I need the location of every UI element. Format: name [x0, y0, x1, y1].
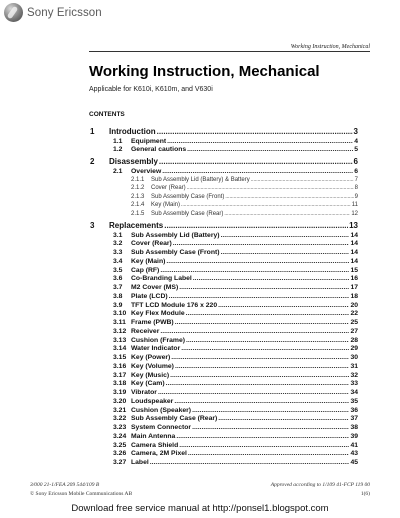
- toc-entry[interactable]: [89, 389, 358, 398]
- toc-entry[interactable]: [89, 450, 358, 459]
- toc-page: 28: [350, 336, 358, 344]
- toc-leader: [186, 337, 349, 344]
- toc-entry[interactable]: [89, 328, 358, 337]
- toc-number: 2: [90, 157, 95, 167]
- toc-page: 14: [350, 231, 358, 239]
- toc-label: Equipment: [131, 137, 167, 145]
- toc-entry[interactable]: [89, 363, 358, 372]
- toc-number: 3.20: [113, 397, 127, 405]
- toc-label: Plate (LCD): [131, 292, 168, 300]
- toc-label: Key Flex Module: [131, 310, 185, 318]
- table-of-contents: [89, 125, 358, 468]
- toc-page: 6: [354, 167, 358, 175]
- toc-label: Disassembly: [109, 157, 158, 167]
- toc-entry[interactable]: [89, 398, 358, 407]
- toc-leader: [166, 380, 350, 387]
- toc-label: Label: [131, 459, 149, 467]
- toc-label: Cover (Rear): [151, 185, 186, 192]
- sony-ericsson-logo-icon: [4, 3, 23, 22]
- toc-label: Replacements: [109, 221, 164, 231]
- toc-page: 27: [350, 327, 358, 335]
- document-subtitle: Applicable for K610i, K610m, and V630i: [89, 86, 213, 93]
- toc-number: 3.21: [113, 406, 127, 414]
- toc-label: Co-Branding Label: [131, 275, 192, 283]
- toc-page: 14: [350, 257, 358, 265]
- header-divider: [89, 51, 370, 52]
- toc-page: 7: [354, 176, 358, 183]
- toc-page: 43: [350, 450, 358, 458]
- toc-page: 22: [350, 310, 358, 318]
- toc-leader: [171, 354, 349, 361]
- toc-number: 3.14: [113, 345, 127, 353]
- toc-leader: [224, 211, 350, 217]
- toc-page: 9: [354, 193, 358, 200]
- toc-leader: [179, 442, 349, 449]
- toc-leader: [175, 363, 350, 370]
- toc-leader: [173, 240, 350, 247]
- toc-label: Key (Main): [151, 202, 181, 209]
- toc-section-replacements[interactable]: [89, 221, 358, 232]
- toc-leader: [193, 275, 350, 282]
- toc-leader: [192, 407, 349, 414]
- copyright-notice: © Sony Ericsson Mobile Communications AB: [30, 491, 133, 497]
- toc-number: 3.3: [113, 249, 123, 257]
- toc-subentry[interactable]: [89, 185, 358, 194]
- toc-leader: [181, 202, 351, 208]
- brand-logo: [4, 3, 102, 22]
- toc-label: Sub Assembly Lid (Battery): [131, 231, 220, 239]
- toc-number: 3.18: [113, 380, 127, 388]
- toc-entry[interactable]: [89, 275, 358, 284]
- toc-number: 3.9: [113, 301, 123, 309]
- toc-leader: [192, 424, 349, 431]
- toc-number: 1.2: [113, 146, 123, 154]
- toc-leader: [158, 389, 350, 396]
- toc-leader: [187, 146, 353, 153]
- toc-page: 5: [354, 146, 358, 154]
- toc-leader: [188, 450, 350, 457]
- toc-leader: [221, 232, 350, 239]
- toc-entry[interactable]: [89, 310, 358, 319]
- toc-subentry[interactable]: [89, 202, 358, 211]
- toc-entry[interactable]: [89, 433, 358, 442]
- page-number: 1(6): [360, 491, 370, 497]
- toc-page: 3: [353, 127, 358, 136]
- toc-number: 3.5: [113, 266, 123, 274]
- toc-page: 14: [350, 240, 358, 248]
- toc-page: 39: [350, 432, 358, 440]
- toc-number: 3.25: [113, 441, 127, 449]
- toc-leader: [218, 302, 349, 309]
- toc-number: 3.26: [113, 450, 127, 458]
- toc-number: 2.1.1: [131, 176, 145, 183]
- toc-leader: [162, 168, 353, 175]
- toc-page: 16: [350, 275, 358, 283]
- toc-leader: [160, 267, 349, 274]
- toc-page: 20: [350, 301, 358, 309]
- toc-entry[interactable]: [89, 168, 358, 177]
- toc-entry[interactable]: [89, 138, 358, 147]
- toc-page: 30: [350, 354, 358, 362]
- toc-leader: [157, 127, 353, 136]
- toc-number: 2.1.2: [131, 185, 145, 192]
- toc-number: 3.12: [113, 327, 127, 335]
- toc-label: Key (Cam): [131, 380, 165, 388]
- toc-leader: [186, 310, 350, 317]
- toc-label: Camera, 2M Pixel: [131, 450, 187, 458]
- toc-number: 3.15: [113, 354, 127, 362]
- toc-label: Water Indicator: [131, 345, 181, 353]
- toc-leader: [179, 284, 349, 291]
- toc-page: 33: [350, 380, 358, 388]
- toc-leader: [170, 372, 349, 379]
- toc-label: Sub Assembly Case (Rear): [131, 415, 218, 423]
- toc-entry[interactable]: [89, 407, 358, 416]
- running-header-title: Working Instruction, Mechanical: [290, 44, 370, 50]
- toc-page: 17: [350, 284, 358, 292]
- toc-label: M2 Cover (MS): [131, 284, 179, 292]
- download-note[interactable]: Download free service manual at http://ponsel1.blogspot.com: [71, 503, 329, 514]
- toc-leader: [150, 459, 350, 466]
- toc-label: Cushion (Frame): [131, 336, 186, 344]
- toc-label: Frame (PWB): [131, 319, 174, 327]
- toc-number: 3.2: [113, 240, 123, 248]
- toc-number: 3.13: [113, 336, 127, 344]
- toc-entry[interactable]: [89, 146, 358, 155]
- toc-number: 2.1.4: [131, 202, 145, 209]
- toc-label: Key (Music): [131, 371, 170, 379]
- toc-leader: [187, 185, 354, 191]
- toc-subentry[interactable]: [89, 211, 358, 220]
- toc-number: 3.4: [113, 257, 123, 265]
- toc-label: Key (Volume): [131, 362, 174, 370]
- toc-leader: [251, 177, 354, 183]
- toc-leader: [218, 415, 349, 422]
- toc-entry[interactable]: [89, 258, 358, 267]
- toc-label: Sub Assembly Case (Rear): [151, 210, 224, 217]
- toc-section-introduction[interactable]: [89, 127, 358, 138]
- toc-leader: [176, 433, 349, 440]
- toc-number: 3.16: [113, 362, 127, 370]
- toc-page: 15: [350, 266, 358, 274]
- toc-number: 3.1: [113, 231, 123, 239]
- toc-number: 3.8: [113, 292, 123, 300]
- toc-page: 25: [350, 319, 358, 327]
- toc-page: 37: [350, 415, 358, 423]
- toc-page: 29: [350, 345, 358, 353]
- toc-number: 1.1: [113, 137, 123, 145]
- toc-page: 38: [350, 424, 358, 432]
- toc-page: 14: [350, 249, 358, 257]
- toc-number: 3.27: [113, 459, 127, 467]
- toc-entry[interactable]: [89, 337, 358, 346]
- toc-entry[interactable]: [89, 442, 358, 451]
- toc-label: Sub Assembly Lid (Battery) & Battery: [151, 176, 250, 183]
- toc-entry[interactable]: [89, 302, 358, 311]
- toc-number: 3.17: [113, 371, 127, 379]
- toc-entry[interactable]: [89, 345, 358, 354]
- toc-label: Receiver: [131, 327, 160, 335]
- toc-number: 3.11: [113, 319, 126, 327]
- toc-number: 3.24: [113, 432, 127, 440]
- toc-leader: [160, 328, 349, 335]
- toc-entry[interactable]: [89, 372, 358, 381]
- toc-page: 34: [350, 389, 358, 397]
- toc-leader: [225, 194, 353, 200]
- toc-page: 8: [354, 185, 358, 192]
- toc-page: 31: [350, 362, 358, 370]
- toc-entry[interactable]: [89, 267, 358, 276]
- toc-label: Camera Shield: [131, 441, 179, 449]
- toc-entry[interactable]: [89, 249, 358, 258]
- toc-label: Sub Assembly Case (Front): [131, 249, 220, 257]
- toc-number: 3: [90, 221, 95, 231]
- toc-leader: [181, 345, 349, 352]
- toc-number: 3.6: [113, 275, 123, 283]
- toc-page: 12: [351, 210, 358, 217]
- toc-page: 13: [349, 221, 358, 231]
- toc-page: 35: [350, 397, 358, 405]
- toc-subentry[interactable]: [89, 177, 358, 186]
- toc-number: 1: [90, 127, 95, 136]
- toc-label: Cushion (Speaker): [131, 406, 192, 414]
- toc-entry[interactable]: [89, 284, 358, 293]
- toc-label: Key (Power): [131, 354, 171, 362]
- toc-leader: [221, 249, 350, 256]
- toc-label: Cover (Rear): [131, 240, 172, 248]
- toc-page: 4: [354, 137, 358, 145]
- toc-entry[interactable]: [89, 319, 358, 328]
- toc-entry[interactable]: [89, 232, 358, 241]
- toc-label: Cap (RF): [131, 266, 160, 274]
- toc-number: 2.1: [113, 167, 123, 175]
- toc-leader: [169, 293, 350, 300]
- toc-entry[interactable]: [89, 293, 358, 302]
- toc-leader: [175, 319, 350, 326]
- contents-heading: CONTENTS: [89, 111, 125, 118]
- toc-leader: [174, 398, 349, 405]
- toc-leader: [164, 221, 348, 230]
- toc-label: TFT LCD Module 176 x 220: [131, 301, 218, 309]
- toc-entry[interactable]: [89, 240, 358, 249]
- toc-label: System Connector: [131, 424, 192, 432]
- toc-leader: [159, 157, 353, 166]
- replacement-list: [89, 232, 358, 468]
- toc-number: 3.7: [113, 284, 123, 292]
- toc-label: Sub Assembly Case (Front): [151, 193, 225, 200]
- toc-page: 6: [353, 157, 358, 167]
- toc-label: Loudspeaker: [131, 397, 174, 405]
- toc-number: 3.22: [113, 415, 127, 423]
- document-number: 3/000 21-1/FEA 209 544/109 B: [30, 482, 100, 488]
- toc-entry[interactable]: [89, 380, 358, 389]
- toc-leader: [167, 138, 353, 145]
- toc-number: 2.1.5: [131, 210, 145, 217]
- toc-page: 41: [350, 441, 358, 449]
- toc-number: 2.1.3: [131, 193, 145, 200]
- toc-label: Key (Main): [131, 257, 166, 265]
- toc-label: General cautions: [131, 146, 187, 154]
- document-title: Working Instruction, Mechanical: [89, 63, 320, 80]
- toc-page: 18: [350, 292, 358, 300]
- toc-leader: [166, 258, 349, 265]
- toc-page: 32: [350, 371, 358, 379]
- toc-number: 3.10: [113, 310, 127, 318]
- toc-label: Overview: [131, 167, 162, 175]
- toc-entry[interactable]: [89, 415, 358, 424]
- toc-page: 45: [350, 459, 358, 467]
- toc-number: 3.23: [113, 424, 127, 432]
- toc-section-disassembly[interactable]: [89, 157, 358, 168]
- toc-entry[interactable]: [89, 354, 358, 363]
- brand-name: Sony Ericsson: [27, 6, 102, 19]
- toc-subentry[interactable]: [89, 194, 358, 203]
- approval-note: Approved according to 1/109 41-FCP 119 00: [270, 482, 370, 488]
- toc-label: Vibrator: [131, 389, 157, 397]
- toc-label: Introduction: [109, 127, 156, 136]
- toc-entry[interactable]: [89, 459, 358, 468]
- toc-number: 3.19: [113, 389, 127, 397]
- toc-label: Main Antenna: [131, 432, 176, 440]
- toc-entry[interactable]: [89, 424, 358, 433]
- toc-page: 36: [350, 406, 358, 414]
- toc-page: 11: [351, 202, 358, 209]
